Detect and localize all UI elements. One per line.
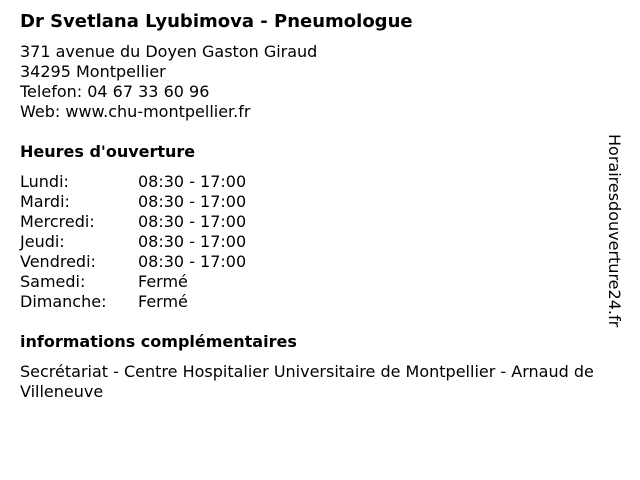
- hours-day: Mardi:: [20, 192, 70, 211]
- hours-day: Vendredi:: [20, 252, 96, 271]
- hours-day: Dimanche:: [20, 292, 107, 311]
- extra-info-text: Secrétariat - Centre Hospitalier Universitaire de Montpellier - Arnaud de Villeneuve: [20, 362, 594, 401]
- hours-time: 08:30 - 17:00: [138, 252, 247, 271]
- hours-day: Lundi:: [20, 172, 69, 191]
- hours-time: 08:30 - 17:00: [138, 212, 247, 231]
- hours-day: Jeudi:: [20, 232, 65, 251]
- phone-number: Telefon: 04 67 33 60 96: [20, 82, 210, 101]
- address-city: 34295 Montpellier: [20, 62, 166, 81]
- extra-info-heading: informations complémentaires: [20, 332, 297, 351]
- hours-row: [20, 172, 620, 192]
- hours-row: [20, 292, 620, 312]
- website: Web: www.chu-montpellier.fr: [20, 102, 251, 121]
- hours-time: Fermé: [138, 272, 188, 291]
- hours-row: [20, 232, 620, 252]
- hours-row: [20, 212, 620, 232]
- address-street: 371 avenue du Doyen Gaston Giraud: [20, 42, 318, 61]
- brand-watermark-text: Horairesdouverture24.fr: [605, 134, 624, 328]
- listing-card: [20, 10, 620, 402]
- hours-time: 08:30 - 17:00: [138, 192, 247, 211]
- hours-row: [20, 272, 620, 292]
- page-title: Dr Svetlana Lyubimova - Pneumologue: [20, 11, 413, 32]
- hours-heading: Heures d'ouverture: [20, 142, 196, 161]
- hours-time: 08:30 - 17:00: [138, 232, 247, 251]
- hours-day: Samedi:: [20, 272, 86, 291]
- hours-day: Mercredi:: [20, 212, 95, 231]
- hours-row: [20, 192, 620, 212]
- hours-time: 08:30 - 17:00: [138, 172, 247, 191]
- hours-row: [20, 252, 620, 272]
- hours-table: [20, 172, 620, 312]
- hours-time: Fermé: [138, 292, 188, 311]
